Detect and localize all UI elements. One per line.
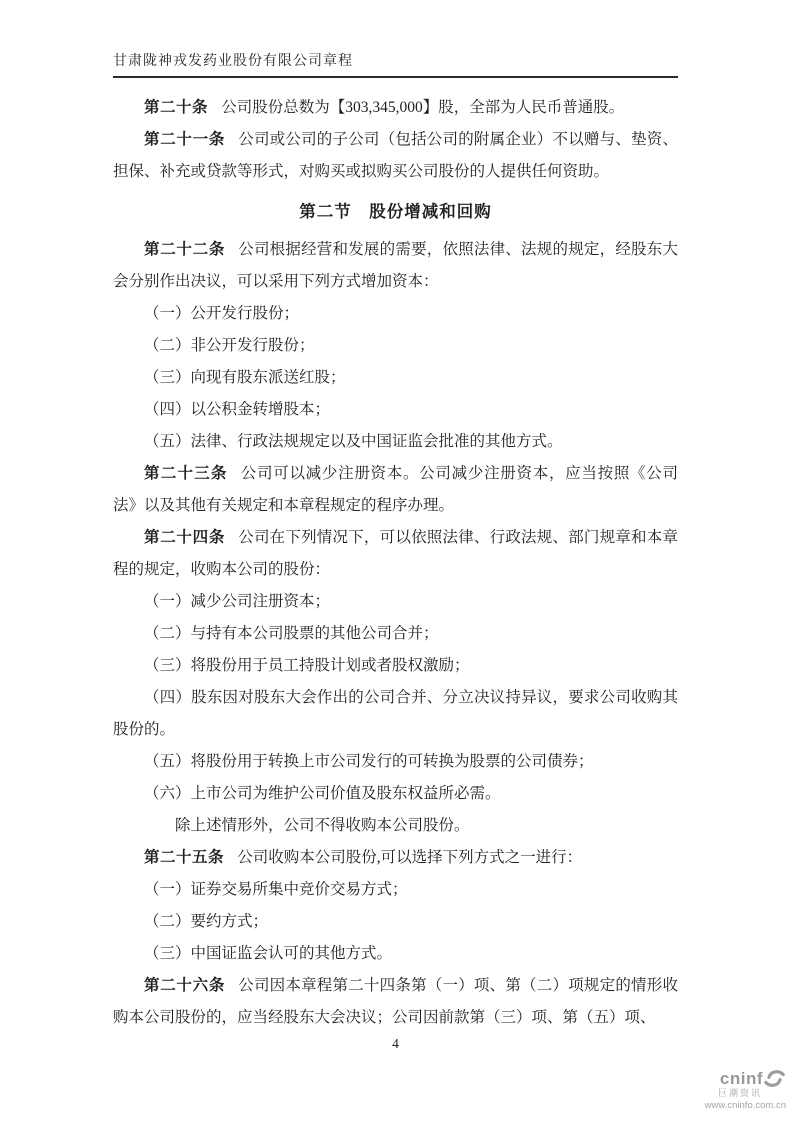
list-item-paragraph: （二）非公开发行股份； (144, 337, 315, 354)
article-number: 第二十二条 (144, 241, 226, 258)
list-item-paragraph: （二）要约方式； (144, 913, 269, 930)
list-item-paragraph: （四）股东因对股东大会作出的公司合并、分立决议持异议，要求公司收购其股份的。 (113, 689, 678, 738)
list-item-paragraph: （三）将股份用于员工持股计划或者股权激励； (144, 657, 470, 674)
header-title: 甘肃陇神戎发药业股份有限公司章程 (113, 54, 353, 69)
list-item-paragraph: （二）与持有本公司股票的其他公司合并； (144, 625, 439, 642)
article-number: 第二十条 (144, 99, 209, 116)
article-paragraph: 第二十三条 公司可以减少注册资本。公司减少注册资本，应当按照《公司法》以及其他有关规定和本章程规定的程序办理。 (113, 465, 678, 514)
article-paragraph: 第二十一条 公司或公司的子公司（包括公司的附属企业）不以赠与、垫资、担保、补充或贷款等形式，对购买或拟购买公司股份的人提供任何资助。 (113, 131, 678, 180)
logo-url: www.cninfo.com.cn (704, 1100, 786, 1111)
list-item-paragraph: （四）以公积金转增股本； (144, 401, 331, 418)
closing-paragraph: 除上述情形外，公司不得收购本公司股份。 (175, 817, 470, 834)
article-paragraph: 第二十二条 公司根据经营和发展的需要，依照法律、法规的规定，经股东大会分别作出决议，可以采用下列方式增加资本： (113, 241, 678, 290)
article-number: 第二十四条 (144, 529, 226, 546)
list-item-paragraph: （五）法律、行政法规规定以及中国证监会批准的其他方式。 (144, 433, 563, 450)
page-number: 4 (392, 1036, 399, 1051)
list-item-paragraph: （一）公开发行股份； (144, 305, 300, 322)
article-number: 第二十三条 (144, 465, 228, 482)
logo-brand-text: cninf (719, 1069, 763, 1088)
list-item-paragraph: （一）证券交易所集中竞价交易方式； (144, 881, 408, 898)
article-paragraph: 第二十四条 公司在下列情况下，可以依照法律、行政法规、部门规章和本章程的规定，收购本公司的股份： (113, 529, 678, 578)
document-body (113, 92, 678, 1034)
list-item-paragraph: （六）上市公司为维护公司价值及股东权益所必需。 (144, 785, 501, 802)
list-item-paragraph: （一）减少公司注册资本； (144, 593, 331, 610)
article-paragraph: 第二十六条 公司因本章程第二十四条第（一）项、第（二）项规定的情形收购本公司股份的，应当经股东大会决议；公司因前款第（三）项、第（五）项、 (113, 977, 678, 1026)
article-number: 第二十六条 (144, 977, 226, 994)
article-number: 第二十一条 (144, 131, 226, 148)
header-rule (113, 76, 678, 78)
list-item-paragraph: （五）将股份用于转换上市公司发行的可转换为股票的公司债券； (144, 753, 594, 770)
logo-row (676, 1069, 788, 1088)
logo-brand-cn: 巨潮资讯 (717, 1088, 762, 1098)
article-paragraph: 第二十五条 公司收购本公司股份,可以选择下列方式之一进行： (144, 849, 583, 866)
section-heading: 第二节 股份增减和回购 (299, 203, 492, 221)
list-item-paragraph: （三）向现有股东派送红股； (144, 369, 346, 386)
article-paragraph: 第二十条 公司股份总数为【303,345,000】股，全部为人民币普通股。 (144, 99, 625, 116)
article-number: 第二十五条 (144, 849, 225, 866)
list-item-paragraph: （三）中国证监会认可的其他方式。 (144, 945, 393, 962)
document-header (113, 50, 678, 78)
cninfo-logo (676, 1069, 788, 1111)
swirl-icon (764, 1069, 785, 1088)
